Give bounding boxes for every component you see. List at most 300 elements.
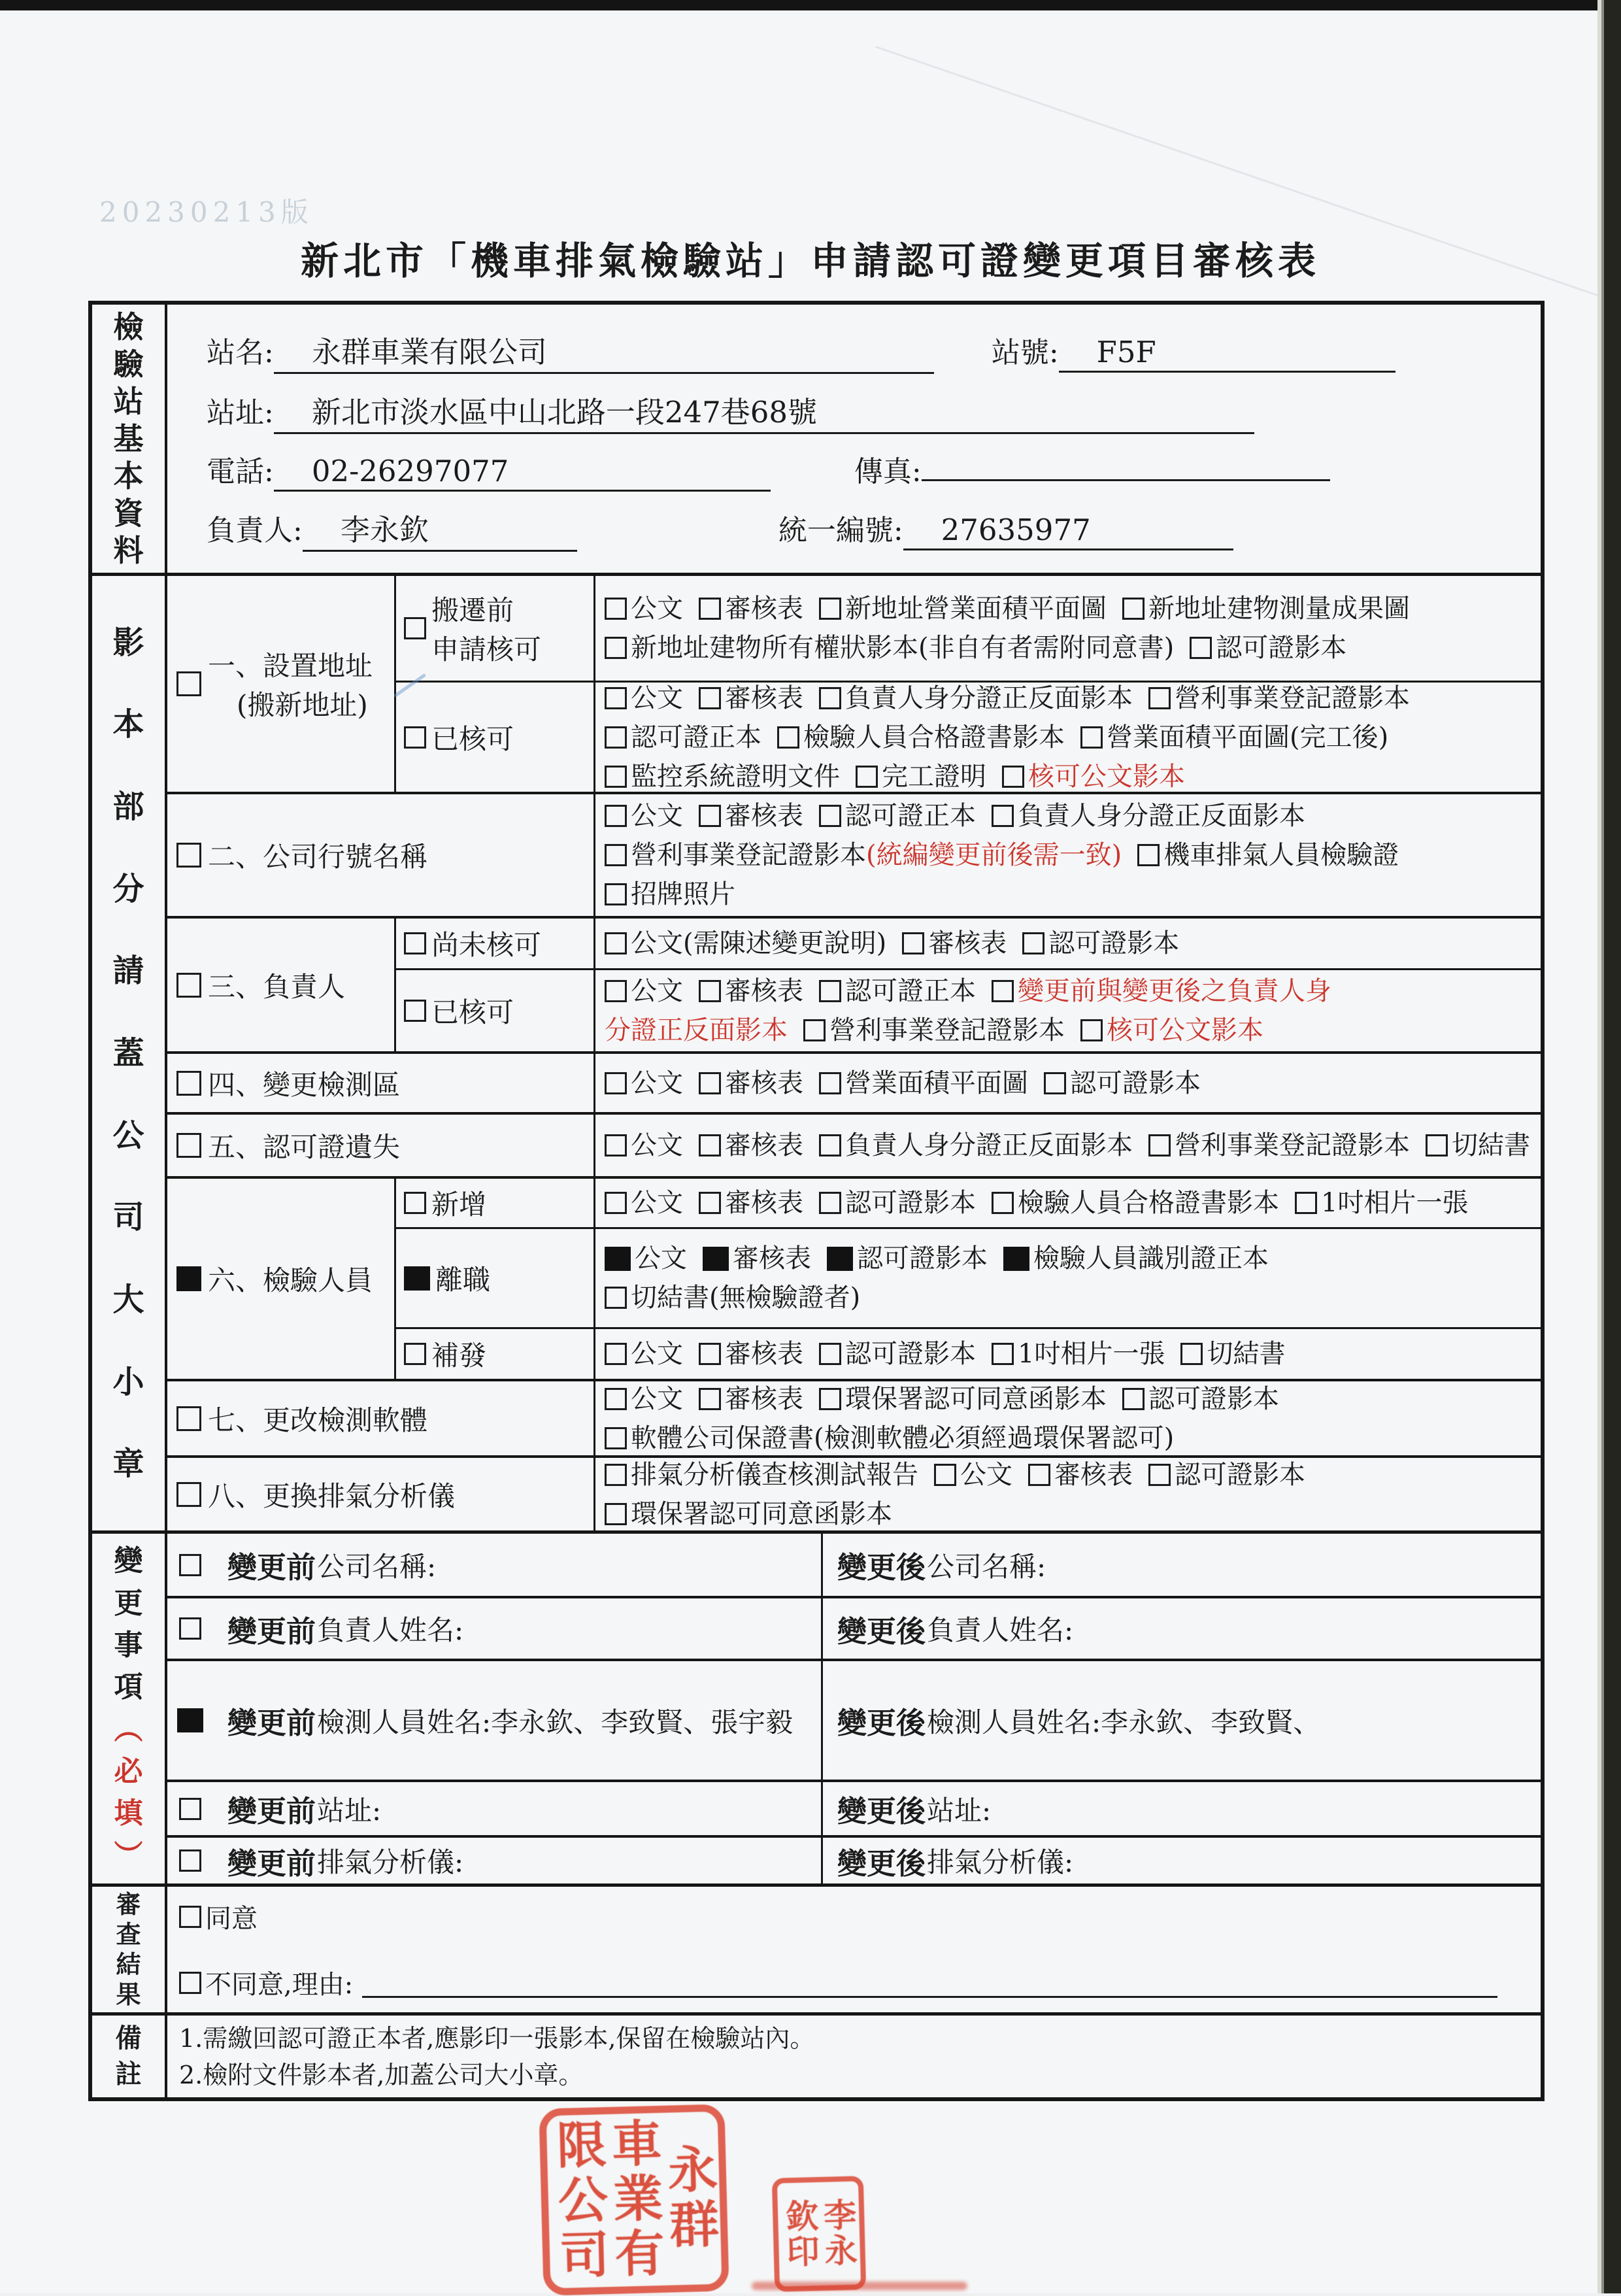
- doc-item: [605, 1419, 1174, 1458]
- doc-item: [605, 875, 735, 914]
- doc-checklist-cell: [595, 1329, 1541, 1379]
- checkbox-sub-row-3-2[interactable]: [404, 1000, 426, 1022]
- field-row-address: [167, 388, 1541, 434]
- owner-field[interactable]: 李永欽: [303, 506, 577, 552]
- sub-condition-label: [431, 1334, 486, 1374]
- checkbox-sub-row-6-1[interactable]: [404, 1192, 426, 1214]
- sub-label-line: 離職: [435, 1264, 491, 1296]
- sub-row-row-6-3: [396, 1327, 1541, 1379]
- doc-item: [819, 1126, 1133, 1165]
- doc-item-label: 新地址營業面積平面圖: [845, 594, 1107, 624]
- checkbox-doc-row-1[interactable]: [819, 598, 841, 620]
- vertical-header-char: 影: [112, 624, 144, 661]
- vertical-header-char: 註: [115, 2059, 142, 2089]
- sub-condition-label: [431, 924, 541, 963]
- vertical-header-char: ︵: [114, 1712, 143, 1746]
- vertical-header-char: 變: [114, 1544, 143, 1578]
- address-field[interactable]: 新北市淡水區中山北路一段247巷68號: [274, 388, 1254, 434]
- change-checkbox-cell: [167, 1782, 213, 1835]
- doc-line: [605, 589, 1538, 628]
- checkbox-doc-row-1[interactable]: [605, 687, 627, 709]
- checkbox-doc-row-6[interactable]: [605, 1343, 627, 1365]
- checkbox-doc-row-6[interactable]: [1295, 1192, 1317, 1214]
- doc-item-label: 公文: [635, 1243, 687, 1274]
- category-label-row-2: [208, 836, 427, 875]
- change-row-1: [167, 1534, 1541, 1596]
- checkbox-doc-row-2[interactable]: [605, 844, 627, 866]
- checkbox-change-1[interactable]: [179, 1554, 201, 1576]
- sub-condition-cell: [396, 683, 595, 792]
- doc-item-label: 認可證影本: [857, 1243, 988, 1274]
- checkbox-doc-row-1[interactable]: [1190, 637, 1212, 659]
- sub-label-line: 搬遷前: [431, 594, 514, 626]
- doc-item: [819, 1183, 976, 1223]
- before-prefix: 變更前: [227, 1794, 316, 1829]
- doc-item-label: 審核表: [733, 1243, 811, 1274]
- vertical-header-char: 司: [112, 1199, 144, 1236]
- doc-item-label: 認可證影本: [1175, 1459, 1305, 1490]
- doc-line: [605, 1011, 1538, 1050]
- doc-checklist-cell: [595, 683, 1541, 792]
- doc-checklist-cell: [595, 576, 1541, 681]
- doc-item-label: 審核表: [725, 1383, 803, 1414]
- basic-info-vertical-header: [92, 305, 167, 573]
- checkbox-sub-row-1-2[interactable]: [404, 726, 426, 749]
- checkbox-doc-row-3[interactable]: [605, 980, 627, 1002]
- checkbox-doc-row-8[interactable]: [605, 1464, 627, 1486]
- vertical-header-char: 部: [112, 788, 144, 825]
- after-text: 排氣分析儀:: [927, 1846, 1074, 1878]
- seal-column: 永群: [659, 2142, 720, 2254]
- doc-checklist-cell: [595, 970, 1541, 1051]
- checkbox-doc-row-6[interactable]: [819, 1192, 841, 1214]
- doc-item: [1426, 1126, 1530, 1165]
- doc-item-label: 認可證影本: [1070, 1068, 1201, 1098]
- doc-item-label: 審核表: [725, 1339, 803, 1369]
- category-label-row-4: [208, 1064, 400, 1103]
- checkbox-doc-row-1[interactable]: [777, 726, 799, 749]
- doc-item: [902, 924, 1007, 963]
- seal-column: 欽印: [780, 2198, 821, 2271]
- checkbox-doc-row-1[interactable]: [699, 598, 721, 620]
- checkbox-doc-row-3[interactable]: [803, 1019, 826, 1041]
- seal-column: 車業有: [603, 2116, 666, 2284]
- sub-label-line: 已核可: [431, 996, 514, 1028]
- vertical-header-char: 站: [113, 384, 144, 419]
- doc-line: [605, 924, 1538, 963]
- doc-item: [605, 1494, 892, 1534]
- disagree-label: 不同意,理由:: [205, 1970, 354, 2000]
- doc-item: [1003, 1239, 1269, 1278]
- doc-line: [605, 1494, 1538, 1534]
- doc-item-label: 排氣分析儀查核測試報告: [631, 1459, 918, 1490]
- checkbox-doc-row-7[interactable]: [605, 1388, 627, 1410]
- doc-line: [605, 628, 1538, 667]
- checkbox-doc-row-5[interactable]: [819, 1134, 841, 1156]
- category-label-line: 二、公司行號名稱: [208, 841, 428, 873]
- doc-item-label: 認可證影本: [1048, 928, 1180, 958]
- doc-item: [605, 1379, 683, 1419]
- checkbox-sub-row-6-3[interactable]: [404, 1343, 426, 1365]
- section-notes: [92, 2012, 1541, 2097]
- doc-item: [605, 1334, 683, 1374]
- category-label-line: 八、更換排氣分析儀: [208, 1479, 456, 1512]
- sub-rows-row-3: [396, 919, 1541, 1051]
- doc-item-label: 認可證影本: [845, 1188, 976, 1218]
- checkbox-doc-row-8[interactable]: [934, 1464, 956, 1486]
- checkbox-doc-row-2[interactable]: [605, 805, 627, 827]
- change-row-4: [167, 1780, 1541, 1835]
- sub-label-line2: 申請核可: [431, 633, 542, 666]
- doc-item: [605, 589, 683, 628]
- checkbox-doc-row-3[interactable]: [699, 980, 721, 1002]
- sub-condition-cell: [396, 1179, 595, 1227]
- doc-item-label: 負責人身分證正反面影本: [1018, 801, 1305, 831]
- doc-item-label: 審核表: [725, 594, 803, 624]
- sub-condition-cell: [396, 970, 595, 1051]
- before-text: 負責人姓名:: [317, 1614, 464, 1646]
- checkbox-doc-row-6[interactable]: [605, 1192, 627, 1214]
- checkbox-doc-row-3[interactable]: [992, 980, 1014, 1002]
- checkbox-doc-row-6[interactable]: [1003, 1247, 1029, 1271]
- checkbox-doc-row-1[interactable]: [1080, 726, 1103, 749]
- checkbox-change-2[interactable]: [179, 1617, 201, 1640]
- doc-item: [1180, 1334, 1285, 1374]
- checkbox-doc-row-4[interactable]: [1044, 1072, 1066, 1094]
- doc-item-label: 切結書(無檢驗證者): [631, 1283, 861, 1313]
- doc-item: [699, 1126, 803, 1165]
- doc-item: [605, 679, 683, 718]
- category-label-line: 五、認可證遺失: [208, 1131, 401, 1163]
- doc-checklist-cell: [595, 1381, 1541, 1455]
- doc-line: [605, 718, 1538, 757]
- tax-id-field[interactable]: 27635977: [903, 513, 1233, 550]
- doc-item: [605, 1239, 687, 1278]
- checkbox-row-5[interactable]: [176, 1133, 201, 1158]
- checkbox-doc-row-1[interactable]: [819, 687, 841, 709]
- doc-item-label: 公文: [631, 1130, 683, 1160]
- vertical-header-char: 項: [114, 1670, 143, 1704]
- doc-item-label: 新地址建物所有權狀影本(非自有者需附同意書): [631, 633, 1175, 663]
- section-change-items: [92, 1530, 1541, 1883]
- phone-field[interactable]: 02-26297077: [274, 454, 771, 492]
- sub-condition-label: [431, 589, 541, 667]
- sub-row-row-6-1: [396, 1179, 1541, 1227]
- vertical-header-char: 填: [114, 1797, 143, 1831]
- category-cell-row-7: [167, 1381, 595, 1455]
- doc-item: [699, 796, 803, 836]
- before-text: 公司名稱:: [317, 1550, 437, 1583]
- basic-info-fields: [167, 305, 1541, 573]
- checkbox-doc-row-8[interactable]: [1148, 1464, 1171, 1486]
- change-checkbox-cell: [167, 1598, 213, 1659]
- checkbox-agree[interactable]: [179, 1906, 201, 1928]
- after-prefix: 變更後: [837, 1613, 926, 1649]
- doc-item-label: 公文: [631, 1383, 683, 1414]
- checkbox-doc-row-1[interactable]: [699, 687, 721, 709]
- doc-item-label: 公文: [631, 683, 683, 713]
- fax-label: 傳真:: [854, 455, 922, 489]
- section-basic-info: [92, 305, 1541, 573]
- doc-checklist-cell: [595, 1229, 1541, 1327]
- doc-item: [1080, 1011, 1263, 1050]
- doc-item: [803, 1011, 1065, 1050]
- company-seal-stamp: [539, 2104, 729, 2295]
- copy-checklist-body: [167, 576, 1541, 1530]
- after-prefix: 變更後: [837, 1706, 926, 1740]
- checkbox-doc-row-6[interactable]: [819, 1343, 841, 1365]
- doc-item-label: 公文: [631, 801, 683, 831]
- checkbox-doc-row-6[interactable]: [699, 1343, 721, 1365]
- vertical-header-char: 資: [113, 496, 144, 531]
- sub-rows-row-6: [396, 1179, 1541, 1379]
- after-text: 檢測人員姓名:李永欽、李致賢、: [927, 1706, 1321, 1738]
- review-agree-row: [179, 1898, 1541, 1935]
- checkbox-doc-row-1[interactable]: [605, 637, 627, 659]
- checkbox-doc-row-8[interactable]: [1028, 1464, 1050, 1486]
- station-name-field[interactable]: 永群車業有限公司: [274, 328, 934, 374]
- doc-item: [699, 971, 803, 1011]
- fax-field[interactable]: [922, 478, 1330, 481]
- doc-item-label: 環保署認可同意函影本: [845, 1383, 1107, 1414]
- checkbox-doc-row-4[interactable]: [605, 1072, 627, 1094]
- scan-edge-right: [1597, 0, 1621, 2293]
- form-table: [88, 301, 1545, 2101]
- before-text: 站址:: [317, 1794, 382, 1827]
- after-text: 負責人姓名:: [927, 1614, 1074, 1646]
- after-prefix: 變更後: [837, 1794, 926, 1829]
- doc-item-label: 公文: [631, 1068, 683, 1098]
- doc-item: [819, 589, 1107, 628]
- checkbox-row-7[interactable]: [176, 1406, 201, 1431]
- doc-item: [605, 1064, 683, 1103]
- category-cell-row-3: [167, 919, 396, 1051]
- doc-line: [605, 971, 1538, 1011]
- change-after-cell: [823, 1661, 1541, 1780]
- doc-item: [699, 589, 803, 628]
- doc-item: [1002, 757, 1185, 796]
- checkbox-row-4[interactable]: [176, 1071, 201, 1096]
- checkbox-doc-row-2[interactable]: [699, 805, 721, 827]
- disagree-reason-field[interactable]: [362, 1968, 1497, 1998]
- category-cell-row-2: [167, 794, 595, 916]
- doc-item-label: 營利事業登記證影本: [631, 840, 866, 870]
- checkbox-doc-row-6[interactable]: [992, 1343, 1014, 1365]
- sub-row-row-3-1: [396, 919, 1541, 968]
- checkbox-doc-row-2[interactable]: [992, 805, 1014, 827]
- checkbox-disagree[interactable]: [179, 1972, 201, 1994]
- vertical-header-char: 本: [113, 458, 144, 494]
- checkbox-doc-row-5[interactable]: [699, 1134, 721, 1156]
- doc-item-label: 檢驗人員合格證書影本: [803, 722, 1065, 752]
- change-after-cell: [823, 1782, 1541, 1835]
- checkbox-doc-row-6[interactable]: [605, 1287, 627, 1309]
- checkbox-doc-row-4[interactable]: [699, 1072, 721, 1094]
- checkbox-doc-row-3[interactable]: [605, 932, 627, 954]
- checkbox-doc-row-1[interactable]: [1002, 766, 1024, 788]
- doc-item-label: 公文: [631, 976, 683, 1006]
- doc-item: [992, 1334, 1165, 1374]
- doc-item-label: 完工證明: [882, 761, 986, 792]
- checkbox-doc-row-2[interactable]: [1137, 844, 1160, 866]
- checkbox-doc-row-6[interactable]: [605, 1247, 631, 1271]
- checkbox-doc-row-7[interactable]: [605, 1427, 627, 1449]
- checkbox-doc-row-5[interactable]: [1426, 1134, 1448, 1156]
- category-label-row-1: [208, 645, 373, 723]
- doc-item: [1122, 589, 1410, 628]
- checkbox-doc-row-1[interactable]: [1148, 687, 1171, 709]
- category-cell-row-4: [167, 1054, 595, 1112]
- copy-row-6: [167, 1176, 1541, 1379]
- category-label-line: 七、更改檢測軟體: [208, 1404, 428, 1436]
- doc-item: [819, 1064, 1028, 1103]
- doc-line: [605, 796, 1538, 836]
- checkbox-doc-row-1[interactable]: [605, 766, 627, 788]
- doc-item: [605, 757, 840, 796]
- change-checkbox-cell: [167, 1534, 213, 1596]
- doc-item-label: 核可公文影本: [1028, 761, 1185, 792]
- checkbox-doc-row-6[interactable]: [827, 1247, 853, 1271]
- doc-line: [605, 1455, 1538, 1494]
- checkbox-sub-row-1-1[interactable]: [404, 617, 426, 639]
- checkbox-doc-row-3[interactable]: [1080, 1019, 1103, 1041]
- vertical-header-char: 結: [116, 1950, 141, 1979]
- change-before-cell: [213, 1598, 823, 1659]
- after-prefix: 變更後: [837, 1846, 926, 1881]
- change-before-cell: [213, 1782, 823, 1835]
- checkbox-doc-row-1[interactable]: [605, 726, 627, 749]
- doc-item: [605, 628, 1174, 667]
- checkbox-row-2[interactable]: [176, 843, 201, 868]
- checkbox-doc-row-2[interactable]: [605, 883, 627, 905]
- owner-label: 負責人:: [207, 514, 303, 548]
- checkbox-doc-row-6[interactable]: [699, 1192, 721, 1214]
- field-row-phone: [167, 448, 1541, 492]
- doc-item: [605, 1455, 918, 1494]
- doc-item: [1080, 718, 1388, 757]
- doc-line: [605, 1379, 1538, 1419]
- doc-checklist-cell: [595, 919, 1541, 968]
- section-copy-checklist: [92, 573, 1541, 1530]
- doc-item: [605, 1278, 860, 1317]
- doc-line: [605, 1334, 1538, 1374]
- checkbox-doc-row-1[interactable]: [605, 598, 627, 620]
- doc-item: [1044, 1064, 1201, 1103]
- doc-item-label: 公文: [631, 1188, 683, 1218]
- category-label-line: 三、負責人: [208, 970, 346, 1003]
- checkbox-change-4[interactable]: [179, 1798, 201, 1820]
- vertical-header-char: 本: [112, 706, 144, 743]
- doc-item-label: 營業面積平面圖: [845, 1068, 1028, 1098]
- checkbox-doc-row-5[interactable]: [605, 1134, 627, 1156]
- vertical-header-char: 審: [116, 1889, 141, 1919]
- change-checkbox-cell: [167, 1838, 213, 1883]
- category-label-row-8: [208, 1475, 455, 1514]
- checkbox-row-6[interactable]: [176, 1266, 201, 1291]
- vertical-header-char: 查: [116, 1919, 141, 1949]
- checkbox-doc-row-3[interactable]: [819, 980, 841, 1002]
- checkbox-doc-row-5[interactable]: [1148, 1134, 1171, 1156]
- checkbox-change-3[interactable]: [177, 1708, 203, 1732]
- doc-item-label: 公文: [631, 1339, 683, 1369]
- review-result-vertical-header: [92, 1887, 167, 2012]
- vertical-header-char: 料: [113, 533, 144, 568]
- checkbox-doc-row-7[interactable]: [819, 1388, 841, 1410]
- doc-item-label: 審核表: [725, 976, 803, 1006]
- after-text: 公司名稱:: [927, 1550, 1046, 1583]
- checkbox-doc-row-8[interactable]: [605, 1503, 627, 1525]
- vertical-header-char: 分: [112, 870, 144, 907]
- change-before-cell: [213, 1661, 823, 1780]
- vertical-header-char: 驗: [113, 346, 144, 382]
- sub-label-line: 尚未核可: [431, 929, 542, 961]
- checkbox-doc-row-6[interactable]: [1180, 1343, 1203, 1365]
- checkbox-doc-row-4[interactable]: [819, 1072, 841, 1094]
- change-before-cell: [213, 1838, 823, 1883]
- checkbox-doc-row-6[interactable]: [992, 1192, 1014, 1214]
- checkbox-change-5[interactable]: [179, 1849, 201, 1872]
- checkbox-row-8[interactable]: [176, 1482, 201, 1507]
- doc-checklist-cell: [595, 1179, 1541, 1227]
- vertical-header-char: 更: [114, 1586, 143, 1620]
- copy-row-1: [167, 576, 1541, 792]
- checkbox-row-3[interactable]: [176, 973, 201, 998]
- seal-column: 限公司: [548, 2118, 610, 2285]
- change-items-body: [167, 1534, 1541, 1883]
- checkbox-doc-row-6[interactable]: [703, 1247, 729, 1271]
- category-label-row-5: [208, 1126, 400, 1165]
- checkbox-doc-row-7[interactable]: [699, 1388, 721, 1410]
- doc-item: [605, 924, 886, 963]
- address-label: 站址:: [207, 396, 274, 430]
- station-code-field[interactable]: F5F: [1059, 335, 1395, 373]
- review-result-body: [167, 1887, 1541, 2012]
- checkbox-doc-row-7[interactable]: [1122, 1388, 1145, 1410]
- doc-checklist-cell: [595, 1458, 1541, 1530]
- review-disagree-row: [179, 1964, 1541, 2001]
- doc-item: [992, 1183, 1279, 1223]
- doc-item: [699, 1379, 803, 1419]
- doc-item-label: 認可證正本: [845, 801, 976, 831]
- sub-rows-row-1: [396, 576, 1541, 792]
- doc-checklist-cell: [595, 1054, 1541, 1112]
- doc-item-label: 1吋相片一張: [1321, 1188, 1469, 1218]
- doc-line: [605, 1278, 1538, 1317]
- checkbox-doc-row-1[interactable]: [1122, 598, 1145, 620]
- checkbox-doc-row-1[interactable]: [856, 766, 878, 788]
- doc-checklist-cell: [595, 794, 1541, 916]
- checkbox-sub-row-6-2[interactable]: [404, 1266, 430, 1291]
- checkbox-doc-row-3[interactable]: [902, 932, 924, 954]
- doc-item: [866, 836, 1122, 875]
- doc-line: [605, 1126, 1538, 1165]
- notes-body: [167, 2016, 1541, 2097]
- checkbox-doc-row-2[interactable]: [819, 805, 841, 827]
- doc-item: [819, 971, 976, 1011]
- before-prefix: 變更前: [227, 1846, 316, 1881]
- doc-item: [819, 796, 976, 836]
- change-after-cell: [823, 1598, 1541, 1659]
- doc-item: [699, 1334, 803, 1374]
- after-text: 站址:: [927, 1794, 992, 1827]
- vertical-header-char: 蓋: [112, 1034, 144, 1072]
- checkbox-doc-row-3[interactable]: [1022, 932, 1044, 954]
- doc-item-label: (統編變更前後需一致): [866, 840, 1122, 870]
- checkbox-sub-row-3-1[interactable]: [404, 932, 426, 954]
- change-after-cell: [823, 1534, 1541, 1596]
- checkbox-row-1[interactable]: [176, 671, 201, 696]
- sub-row-row-1-2: [396, 681, 1541, 792]
